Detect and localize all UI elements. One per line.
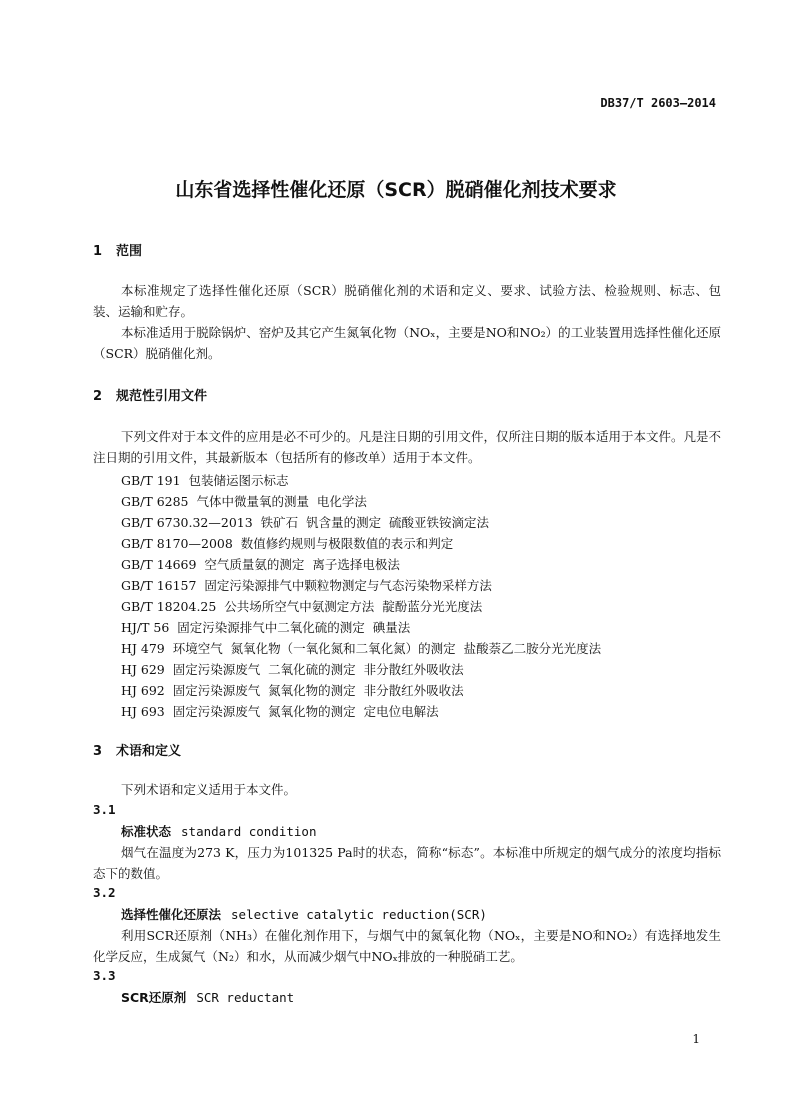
paragraph: 本标准规定了选择性催化还原（SCR）脱硝催化剂的术语和定义、要求、试验方法、检验规则、标志、包装、运输和贮存。 (93, 283, 721, 319)
document-title: 山东省选择性催化还原（SCR）脱硝催化剂技术要求 (175, 179, 617, 201)
reference-item: GB/T 191 包装储运图示标志 (121, 473, 289, 488)
reference-item: GB/T 6285 气体中微量氧的测量 电化学法 (121, 494, 367, 509)
term-en: selective catalytic reduction(SCR) (231, 907, 487, 922)
paragraph: 本标准适用于脱除锅炉、窑炉及其它产生氮氧化物（NOₓ，主要是NO和NO₂）的工业装置用选择性催化还原（SCR）脱硝催化剂。 (93, 325, 721, 361)
reference-item: GB/T 8170—2008 数值修约规则与极限数值的表示和判定 (121, 536, 454, 551)
section-2-heading (93, 385, 207, 404)
section-1-heading (93, 240, 142, 259)
reference-item: GB/T 18204.25 公共场所空气中氨测定方法 靛酚蓝分光光度法 (121, 599, 483, 614)
reference-item: GB/T 14669 空气质量氨的测定 离子选择电极法 (121, 557, 400, 572)
term-title (121, 988, 294, 1006)
section-number: 1 (93, 244, 103, 259)
reference-item: GB/T 6730.32—2013 铁矿石 钒含量的测定 硫酸亚铁铵滴定法 (121, 515, 490, 530)
reference-item: HJ 692 固定污染源废气 氮氧化物的测定 非分散红外吸收法 (121, 683, 464, 698)
reference-item: GB/T 16157 固定污染源排气中颗粒物测定与气态污染物采样方法 (121, 578, 492, 593)
clause-number: 3.1 (93, 802, 116, 817)
document-code: DB37/T 2603—2014 (600, 96, 716, 110)
term-zh: SCR还原剂 (121, 990, 187, 1005)
term-definition: 利用SCR还原剂（NH₃）在催化剂作用下，与烟气中的氮氧化物（NOₓ，主要是NO和NO₂）有选择地发生化学反应，生成氮气（N₂）和水，从而减少烟气中NOₓ排放的一种脱硝工艺。 (93, 928, 721, 964)
reference-item: HJ 479 环境空气 氮氧化物（一氧化氮和二氧化氮）的测定 盐酸萘乙二胺分光光度法 (121, 641, 602, 656)
clause-number: 3.2 (93, 885, 116, 900)
reference-item: HJ 629 固定污染源废气 二氧化硫的测定 非分散红外吸收法 (121, 662, 464, 677)
term-zh: 标准状态 (121, 824, 172, 839)
section-number: 2 (93, 389, 103, 404)
section-title: 术语和定义 (116, 744, 182, 759)
section-title: 范围 (116, 244, 143, 259)
term-title (121, 905, 487, 923)
term-en: SCR reductant (196, 990, 295, 1005)
clause-number: 3.3 (93, 968, 116, 983)
paragraph: 下列文件对于本文件的应用是必不可少的。凡是注日期的引用文件，仅所注日期的版本适用于本文件。凡是不注日期的引用文件，其最新版本（包括所有的修改单）适用于本文件。 (93, 429, 722, 465)
paragraph: 下列术语和定义适用于本文件。 (121, 782, 297, 797)
section-3-heading (93, 740, 181, 759)
page-number: 1 (692, 1032, 700, 1046)
term-en: standard condition (181, 824, 317, 839)
section-number: 3 (93, 744, 103, 759)
term-zh: 选择性催化还原法 (121, 907, 222, 922)
term-title (121, 822, 316, 840)
section-title: 规范性引用文件 (116, 389, 208, 404)
reference-item: HJ 693 固定污染源废气 氮氧化物的测定 定电位电解法 (121, 704, 439, 719)
term-definition: 烟气在温度为273 K，压力为101325 Pa时的状态，简称“标态”。本标准中所规定的烟气成分的浓度均指标态下的数值。 (93, 845, 721, 881)
reference-item: HJ/T 56 固定污染源排气中二氧化硫的测定 碘量法 (121, 620, 411, 635)
